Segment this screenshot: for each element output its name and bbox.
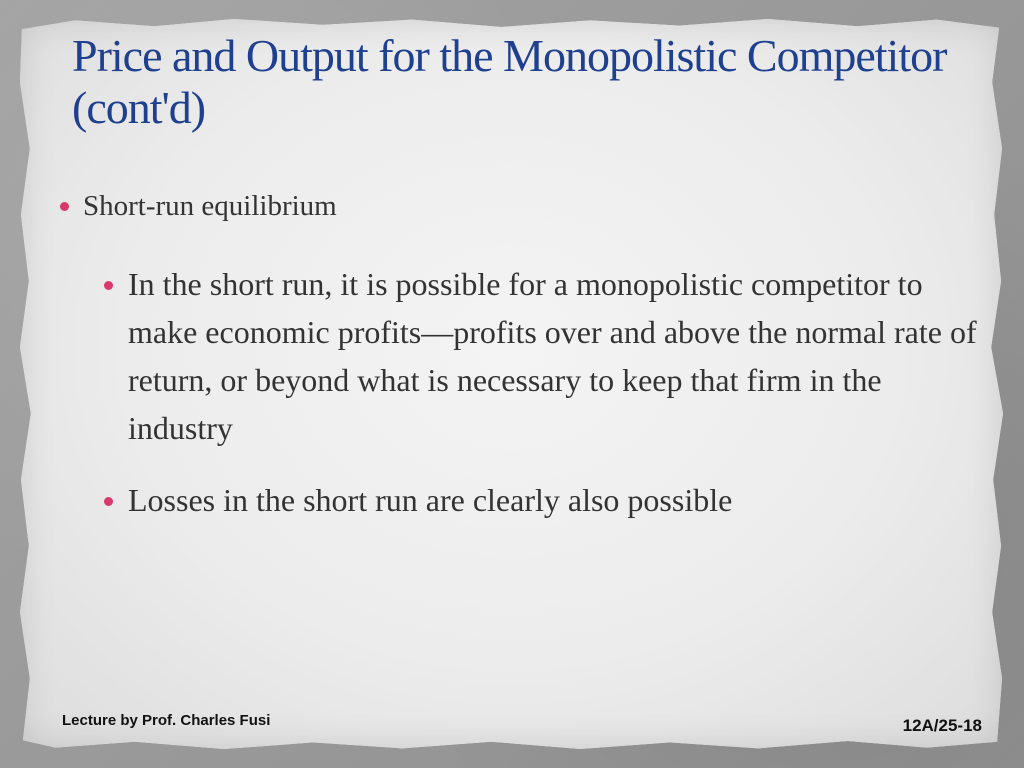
bullet-text: In the short run, it is possible for a monopolistic competitor to make economic profits—profits over and above the normal rate of return, or beyond what is necessary to keep that firm in the industry xyxy=(128,266,977,446)
slide-content xyxy=(60,186,980,524)
footer-lecturer: Lecture by Prof. Charles Fusi xyxy=(62,712,271,729)
bullet-text: Short-run equilibrium xyxy=(83,190,337,222)
bullet-dot-icon xyxy=(60,202,69,211)
bullet-dot-icon xyxy=(104,497,113,506)
bullet-level2-losses xyxy=(104,476,980,524)
footer-slide-number: 12A/25-18 xyxy=(902,716,982,735)
bullet-dot-icon xyxy=(104,281,113,290)
bullet-level2-profits xyxy=(104,260,980,452)
slide-title: Price and Output for the Monopolistic Competitor (cont'd) xyxy=(72,30,947,133)
bullet-level1 xyxy=(60,186,980,226)
bullet-text: Losses in the short run are clearly also possible xyxy=(128,482,733,518)
